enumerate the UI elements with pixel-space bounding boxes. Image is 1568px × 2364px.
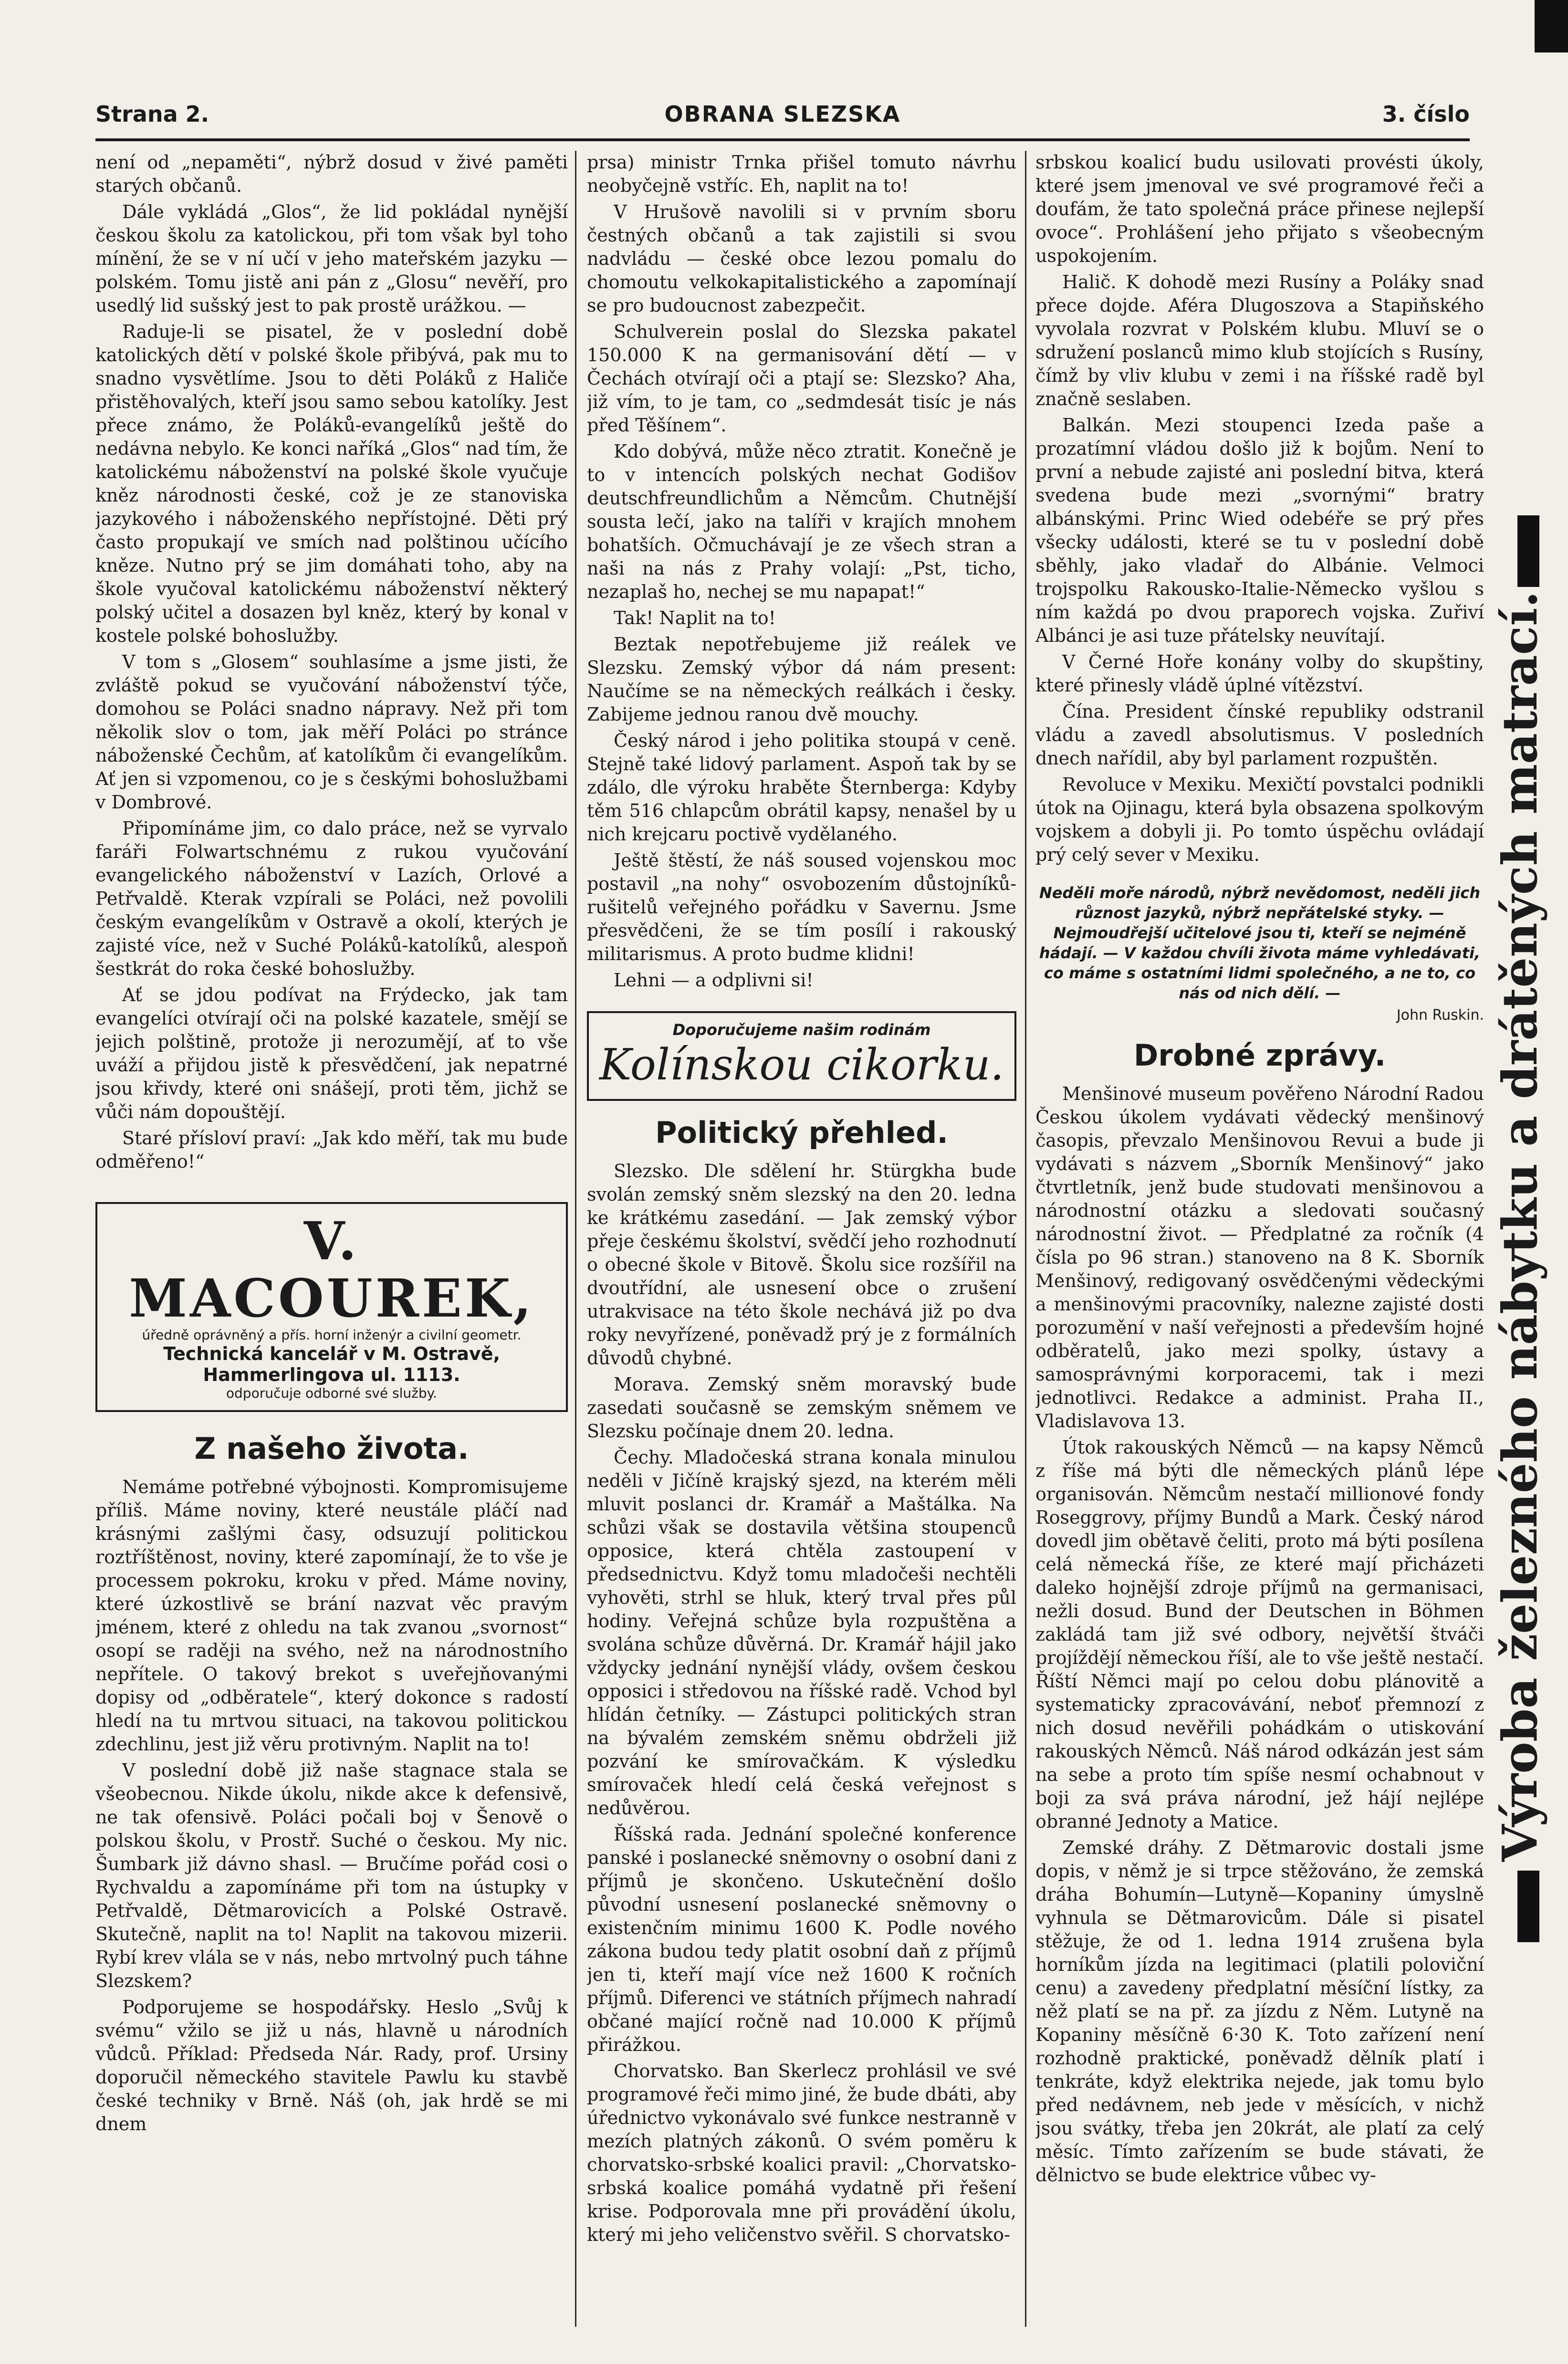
paragraph: Raduje-li se pisatel, že v poslední době katolických dětí v polské škole přibývá, pak mu to snadno vysvětlíme. Jsou to děti Poláků z Haliče přistěhovalých, kteří jsou samo sebou katolíky. Jest přece známo, že Poláků-evangelíků ještě do nedávna nebylo. Ke konci naříká „Glos“ nad tím, že katolickému náboženství na polské škole vyučuje kněz národnosti české, což je ze stanoviska jazykového i náboženského nepřístojné. Děti prý často propukají ve smích nad polštinou učícího kněze. Nutno prý se jim domáhati toho, aby na škole vyučoval katolickému náboženství některý polský učitel a dosazen byl kněz, který by konal v kostele polské bohoslužby.: [95, 321, 568, 646]
paragraph: Staré přísloví praví: „Jak kdo měří, tak mu bude odměřeno!“: [95, 1128, 568, 1172]
side-advertisement: [1489, 525, 1551, 1928]
ad-line: Technická kancelář v M. Ostravě, Hammerlingova ul. 1113.: [163, 1343, 500, 1385]
paragraph: Halič. K dohodě mezi Rusíny a Poláky snad přece dojde. Aféra Dlugoszova a Stapiňského vyvolala rozvrat v Polském klubu. Mluví se o sdružení poslanců mimo klub stojících s Rusíny, čímž by vliv klubu v zemi i na říšské radě byl značně seslaben.: [1035, 272, 1484, 409]
paragraph: Revoluce v Mexiku. Mexičtí povstalci podnikli útok na Ojinagu, která byla obsazena spolkovým vojskem a dobyli ji. Po tomto úspěchu ovládají prý celý sever v Mexiku.: [1035, 774, 1484, 865]
paragraph: Menšinové museum pověřeno Národní Radou Českou úkolem vydávati vědecký menšinový časopis, převzalo Menšinovou Revui a bude ji vydávati s názvem „Sborník Menšinový“ jako čtvrtletník, jenž bude studovati menšinovou a národnostní otázku a sledovati současný národnostní život. — Předplatné za ročník (4 čísla po 96 stran.) stanoveno na 8 K. Sborník Menšinový, redigovaný osvědčenými vědeckými a menšinovými pracovníky, nalezne zajisté dosti porozumění v naší veřejnosti a především hojné odběratelů, jako mezi spolky, ústavy a samosprávnými korporacemi, tak i mezi jednotlivci. Redakce a administ. Praha II., Vladislavova 13.: [1035, 1083, 1484, 1432]
paragraph: Útok rakouských Němců — na kapsy Němců z říše má býti dle německých plánů lépe organisován. Němcům nestačí millionové fondy Roseggrovy, příjmy Bundů a Mark. Český národ dovedl jim obětavě čeliti, proto má býti posílena celá německá říše, ze které mají přicházeti daleko hojnější zdroje příjmů na germanisaci, nežli dosud. Bund der Deutschen in Böhmen zakládá tam již své odbory, největší štváči projíždějí německou říší, ale to vše ještě nestačí. Říští Němci mají po celou dobu plánovitě a systematicky zpracovávání, neboť přemnozí z nich dosud nevěřili pohádkám o utiskování rakouských Němců. Náš národ odkázán jest sám na sebe a proto tím spíše nesmí ochabnout v boji za svá práva národní, jež hájí nejlépe obranné Jednoty a Matice.: [1035, 1437, 1484, 1832]
column-1: [95, 151, 568, 2327]
section-title: Politický přehled.: [655, 1115, 948, 1150]
newspaper-title: OBRANA SLEZSKA: [664, 101, 901, 127]
paragraph: Čína. President čínské republiky odstranil vládu a zavedl absolutismus. V posledních dnech nařídil, aby byl parlament rozpuštěn.: [1035, 701, 1484, 769]
page-number: Strana 2.: [95, 101, 209, 127]
paragraph: Beztak nepotřebujeme již reálek ve Slezsku. Zemský výbor dá nám present: Naučíme se na německých reálkách i česky. Zabijeme jednou ranou dvě mouchy.: [587, 634, 1016, 725]
paragraph: Lehni — a odplivni si!: [614, 970, 814, 991]
column-divider-2: [1025, 151, 1026, 2327]
paragraph: Ještě štěstí, že náš soused vojenskou moc postavil „na nohy“ osvobozením důstojníků-rušitelů veřejného pořádku v Savernu. Jsme přesvědčeni, že se tím posílí i rakouský militarismus. A proto budme klidni!: [587, 850, 1016, 964]
section-title: Z našeho života.: [194, 1431, 469, 1466]
paragraph: Slezsko. Dle sdělení hr. Stürgkha bude svolán zemský sněm slezský na den 20. ledna ke krátkému zasedání. — Jak zemský výbor přeje českému školství, svědčí jeho rozhodnutí o obecné škole v Bitově. Školu sice rozšířil na dvoutřídní, ale usnesení obce o zrušení utrakvisace na této škole nechává již po dva roky nevyřízené, poněvadž prý je z formálních důvodů chybné.: [587, 1161, 1016, 1369]
paragraph: Schulverein poslal do Slezska pakatel 150.000 K na germanisování dětí — v Čechách otvírají oči a ptají se: Slezsko? Aha, již vím, to je tam, co „sedmdesát tisíc je nás před Těšínem“.: [587, 321, 1016, 436]
ad-name: V. MACOUREK,: [129, 1210, 534, 1329]
paragraph: prsa) ministr Trnka přišel tomuto návrhu neobyčejně vstříc. Eh, naplit na to!: [587, 152, 1016, 196]
corner-mark: [1535, 0, 1568, 52]
paragraph: Čechy. Mladočeská strana konala minulou neděli v Jičíně krajský sjezd, na kterém měli mluvit poslanci dr. Kramář a Maštálka. Na schůzi však se dostavila většina stoupenců opposice, která chtěla zastoupení v předsednictvu. Když tomu mladočeši nechtěli vyhověti, strhl se hluk, který trval přes půl hodiny. Veřejná schůze byla rozpuštěna a svolána schůze důvěrná. Dr. Kramář hájil jako vždycky jednání nynější vlády, ovšem českou opposici i středovou na říšské radě. Vchod byl hlídán četníky. — Zástupci politických stran na bývalém zemském sněmu obdrželi již pozvání ke smírovačkám. K výsledku smírovaček hledí celá česká veřejnost s nedůvěrou.: [587, 1447, 1016, 1819]
quote-author: John Ruskin.: [1396, 1007, 1484, 1024]
issue-number: 3. číslo: [1382, 101, 1470, 127]
side-ad-text: Výroba železného nábytku a drátěných matrací.: [1492, 591, 1548, 1862]
paragraph: Český národ i jeho politika stoupá v ceně. Stejně také lidový parlament. Aspoň tak by se zdálo, dle výroku hraběte Šternberga: Kdyby těm 516 chlapcům obrátil kapsy, nenašel by u nich krejcaru poctivě vydělaného.: [587, 730, 1016, 845]
ad-line: odporučuje odborné své služby.: [226, 1385, 438, 1401]
paragraph: Říšská rada. Jednání společné konference panské i poslanecké sněmovny o osobní dani z příjmů je skončeno. Uskutečnění došlo původní usnesení poslanecké sněmovny o existenčním minimu 1600 K. Podle nového zákona budou tedy platit osobní daň z příjmů jen ti, kteří mají více než 1600 K ročních příjmů. Diferenci ve státních příjmech nahradí občané mající ročně nad 10.000 K příjmů přirážkou.: [587, 1824, 1016, 2055]
macourek-advertisement: [95, 1202, 568, 1412]
paragraph: Balkán. Mezi stoupenci Izeda paše a prozatímní vládou došlo již k bojům. Není to první a nebude zajisté ani poslední bitva, která svedena bude mezi „svornými“ bratry albánskými. Princ Wied odebéře se prý přes všecky události, které se tu v poslední době sběhly, jako vladař do Albánie. Velmoci trojspolku Rakousko-Italie-Německo vyšlou s ním každá po dvou praporech vojska. Zuřiví Albánci je asi tuze přátelsky neuvítají.: [1035, 415, 1484, 646]
section-title: Drobné zprávy.: [1133, 1038, 1386, 1073]
ruskin-quote: Neděli moře národů, nýbrž nevědomost, neděli jich různost jazyků, nýbrž nepřátelské styky. — Nejmoudřejší učitelové jsou ti, kteří se nejméně hádají. — V každou chvíli života máme vyhledávati, co máme s ostatními lidmi společného, a ne to, co nás od nich dělí. —: [1039, 884, 1481, 1002]
paragraph: Tak! Naplit na to!: [614, 607, 776, 628]
paragraph: V poslední době již naše stagnace stala se všeobecnou. Nikde úkolu, nikde akce k defensivě, ne tak ofensivě. Poláci počali boj v Šenově o polskou školu, v Prostř. Suché o českou. My nic. Šumbark již dávno shasl. — Bručíme pořád cosi o Rychvaldu a zapomínáme při tom na ústupky v Petřvaldě, Dětmarovicích a Polské Ostravě. Skutečně, naplit na to! Naplit na takovou mizerii. Rybí krev vlála se v nás, nebo mrtvolný puch táhne Slezskem?: [95, 1760, 568, 1991]
header-rule: [95, 138, 1470, 141]
paragraph: Ať se jdou podívat na Frýdecko, jak tam evangelíci otvírají oči na polské kazatele, smějí se jejich polštině, protože ji nerozumějí, ať to vše uváží a přijdou jistě k přesvědčení, jak nepatrné jsou křivdy, které oni snášejí, proti těm, jichž se vůči nám dopouštějí.: [95, 984, 568, 1122]
paragraph: Dále vykládá „Glos“, že lid pokládal nynější českou školu za katolickou, při tom však byl toho mínění, že se v ní učí v jeho mateřském jazyku — polském. Tomu jistě ani pán z „Glosu“ nevěří, pro usedlý lid sušský jest to pak prostě urážkou. —: [95, 201, 568, 316]
paragraph: V Hrušově navolili si v prvním sboru čestných občanů a tak zajistili si svou nadvládu — české obce lezou pomalu do chomoutu velkokapitalistického a zapomínají se pro budoucnost zabezpečit.: [587, 201, 1016, 316]
paragraph: Kdo dobývá, může něco ztratit. Konečně je to v intencích polských nechat Godišov deutschfreundlichům a Němcům. Chutnější sousta lečí, jako na talíři v krajích mnohem bohatších. Očmuchávají je ze všech stran a naši na nás z Prahy volají: „Pst, ticho, nezaplaš ho, nechej se mu napapat!“: [587, 441, 1016, 602]
paragraph: V Černé Hoře konány volby do skupštiny, které přinesly vládě úplné vítězství.: [1035, 651, 1484, 696]
column-divider-1: [575, 151, 576, 2327]
paragraph: srbskou koalicí budu usilovati provésti úkoly, které jsem jmenoval ve své programové řeči a doufám, že tato společná práce přinese nejlepší ovoce“. Prohlášení jeho přijato s všeobecným uspokojením.: [1035, 152, 1484, 266]
ad-product: Kolínskou cikorku.: [599, 1040, 1004, 1090]
paragraph: Morava. Zemský sněm moravský bude zasedati současně se zemským sněmem ve Slezsku počínaje dnem 20. ledna.: [587, 1374, 1016, 1442]
ad-line: úředně oprávněný a přís. horní inženýr a civilní geometr.: [142, 1327, 522, 1343]
paragraph: Chorvatsko. Ban Skerlecz prohlásil ve své programové řeči mimo jiné, že bude dbáti, aby úřednictvo vykonávalo své funkce nestranně v mezích platných zákonů. O svém poměru k chorvatsko-srbské koalici pravil: „Chorvatsko-srbská koalice pomáhá vydatně při řešení krise. Podporovala mne při provádění úkolu, který mi jeho veličenstvo svěřil. S chorvatsko-: [587, 2061, 1016, 2245]
paragraph: není od „nepaměti“, nýbrž dosud v živé paměti starých občanů.: [95, 152, 568, 196]
ad-line: Doporučujeme našim rodinám: [672, 1021, 931, 1039]
column-3: [1035, 151, 1484, 2327]
paragraph: Zemské dráhy. Z Dětmarovic dostali jsme dopis, v němž je si trpce stěžováno, že zemská dráha Bohumín—Lutyně—Kopaniny úmyslně vyhnula se Dětmarovicům. Dále si pisatel stěžuje, že od 1. ledna 1914 zrušena byla horníkům jízda na legitimaci (platili poloviční cenu) a zavedeny předplatní měsíční lístky, za něž platí se na př. za jízdu z Něm. Lutyně na Kopaniny měsíčně 6·30 K. Toto zařízení není rozhodně praktické, poněvadž dělník platí i tenkráte, když elektrika nejede, jak tomu bylo před nedávnem, neb jede v měsících, v nichž jsou svátky, třeba jen 20krát, ale platí za celý měsíc. Tímto zařízením se bude stávati, že dělnictvo se bude elektrice vůbec vy-: [1035, 1837, 1484, 2186]
paragraph: Připomínáme jim, co dalo práce, než se vyrvalo faráři Folwartschnému z rukou vyučování evangelického náboženství v Lazích, Orlové a Petřvaldě. Kterak vzpírali se Poláci, než povolili českým evangelíkům v Ostravě a okolí, kterých je zajisté více, než v Suché Poláků-katolíků, alespoň šestkrát do roka české bohoslužby.: [95, 818, 568, 979]
page-header: [95, 101, 1470, 132]
paragraph: Podporujeme se hospodářsky. Heslo „Svůj k svému“ vžilo se již u nás, hlavně u národních vůdců. Příklad: Předseda Nár. Rady, prof. Ursiny doporučil německého stavitele Pawlu ku stavbě české techniky v Brně. Náš (oh, jak hrdě se mi dnem: [95, 1997, 568, 2134]
paragraph: V tom s „Glosem“ souhlasíme a jsme jisti, že zvláště pokud se vyučování náboženství týče, domohou se Poláci snadno nápravy. Než při tom několik slov o tom, jak měří Poláci po stránce náboženské Čechům, ať katolíkům či evangelíkům. Ať jen si vzpomenou, co je s českými bohoslužbami v Dombrové.: [95, 651, 568, 813]
cikorka-advertisement: [587, 1011, 1016, 1101]
column-2: [587, 151, 1016, 2327]
side-ad-bar: [1517, 1871, 1539, 1942]
paragraph: Nemáme potřebné výbojnosti. Kompromisujeme příliš. Máme noviny, které neustále pláčí nad krásnými zašlými časy, odsuzují politickou roztříštěnost, noviny, které zapomínají, že to vše je processem pokroku, kroku v před. Máme noviny, které úzkostlivě se brání nazvat věc pravým jménem, které z ohledu na tak zvanou „svornost“ osopí se raději na svého, než na národnostního nepřítele. O takový brekot s uveřejňovanými dopisy od „odběratele“, který dokonce s radostí hledí na tu mrtvou situaci, na takovou politickou zdechlinu, jest již věru protivným. Naplit na to!: [95, 1476, 568, 1755]
